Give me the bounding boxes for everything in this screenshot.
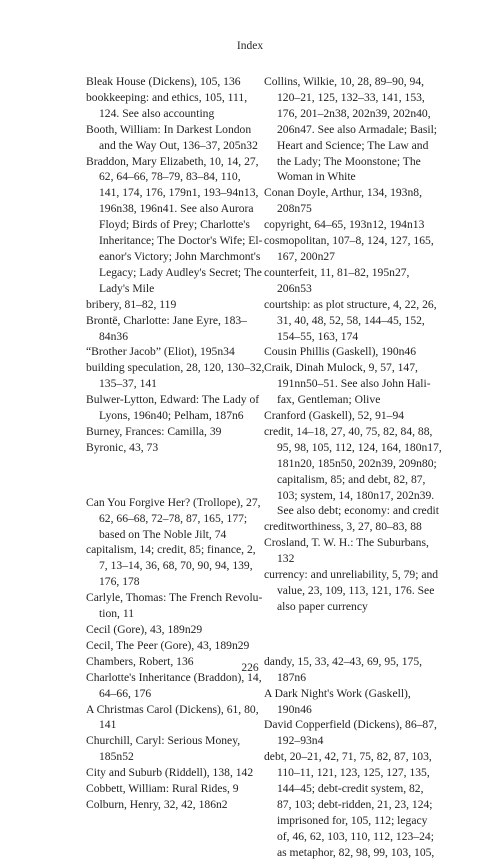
index-entry: copyright, 64–65, 193n12, 194n13: [264, 218, 425, 232]
index-entry: Burney, Frances: Camilla, 39: [86, 424, 222, 438]
index-entry: Cobbett, William: Rural Rides, 9: [86, 782, 239, 796]
index-entry: currency: and unreliability, 5, 79; and value, 23, 109, 113, 121, 176. See also paper currency: [264, 568, 439, 613]
index-entry: Craik, Dinah Mulock, 9, 57, 147, 191nn50–51. See also John Hali- fax, Gentleman; Olive: [264, 361, 431, 407]
letter-group-gap: [86, 456, 266, 495]
index-entry: A Dark Night's Work (Gaskell), 190n46: [264, 686, 411, 716]
index-entry: Cousin Phillis (Gaskell), 190n46: [264, 345, 417, 359]
index-column-left: [86, 74, 266, 813]
page-number: 226: [241, 662, 259, 674]
index-entry: Crosland, T. W. H.: The Suburbans, 132: [264, 536, 429, 566]
index-column-right: [264, 74, 444, 861]
index-entry: credit, 14–18, 27, 40, 75, 82, 84, 88, 95, 98, 105, 112, 124, 164, 180n17, 181n20, 185n50, 202n39, 209n80; capitalism, 85; and debt, 82, 87, 103; system, 14, 180n17, 202n39. See also debt; economy: and credit: [264, 424, 442, 518]
index-entry: Cranford (Gaskell), 52, 91–94: [264, 409, 405, 423]
index-entry: Cecil (Gore), 43, 189n29: [86, 623, 203, 636]
index-entry: “Brother Jacob” (Eliot), 195n34: [86, 345, 235, 359]
index-entry: bribery, 81–82, 119: [86, 297, 177, 311]
index-entry: Braddon, Mary Elizabeth, 10, 14, 27, 62, 64–66, 78–79, 83–84, 110, 141, 174, 176, 179n1, 193–94n13, 196n38, 196n41. See also Aurora Floyd; Birds of Prey; Charlotte's Inheritance; The Doctor's Wife; El- eanor's Victory; John Marchmont's Legacy; Lady Audley's Secret; The Lady's Mile: [86, 154, 263, 295]
index-entry: Chambers, Robert, 136: [86, 654, 194, 668]
index-entry: Churchill, Caryl: Serious Money, 185n52: [86, 734, 241, 764]
index-entry: Can You Forgive Her? (Trollope), 27, 62, 66–68, 72–78, 87, 165, 177; based on The Noble Jilt, 74: [86, 495, 261, 541]
index-entry: David Copperfield (Dickens), 86–87, 192–93n4: [264, 718, 437, 748]
index-entry: counterfeit, 11, 81–82, 195n27, 206n53: [264, 265, 410, 295]
index-entry: Colburn, Henry, 32, 42, 186n2: [86, 797, 228, 811]
index-entry: creditworthiness, 3, 27, 80–83, 88: [264, 520, 422, 534]
index-entry: Bleak House (Dickens), 105, 136: [86, 75, 241, 88]
index-entry: Collins, Wilkie, 10, 28, 89–90, 94, 120–21, 125, 132–33, 141, 153, 176, 201–2n38, 202n39, 202n40, 206n47. See also Armadale; Basil; Heart and Science; The Law and the Lady; The Moonstone; The Woman in White: [264, 75, 438, 184]
index-entry: building speculation, 28, 120, 130–32, 135–37, 141: [86, 361, 265, 391]
index-entry: capitalism, 14; credit, 85; finance, 2, 7, 13–14, 36, 68, 70, 90, 94, 139, 176, 178: [86, 543, 256, 589]
running-head: Index: [236, 40, 264, 52]
index-entry: courtship: as plot structure, 4, 22, 26, 31, 40, 48, 52, 58, 144–45, 152, 154–55, 163, 174: [264, 297, 437, 343]
index-entry: Cecil, The Peer (Gore), 43, 189n29: [86, 638, 250, 652]
index-entry: cosmopolitan, 107–8, 124, 127, 165, 167, 200n27: [264, 234, 434, 263]
index-entry: dandy, 15, 33, 42–43, 69, 95, 175, 187n6: [264, 654, 423, 684]
index-entry: Booth, William: In Darkest London and the Way Out, 136–37, 205n32: [86, 122, 258, 152]
index-entry: Byronic, 43, 73: [86, 440, 159, 454]
index-entry: Carlyle, Thomas: The French Revolu- tion, 11: [86, 591, 263, 621]
index-entry: Conan Doyle, Arthur, 134, 193n8, 208n75: [264, 186, 422, 216]
index-entry: Brontë, Charlotte: Jane Eyre, 183– 84n36: [86, 313, 247, 343]
index-entry: City and Suburb (Riddell), 138, 142: [86, 766, 254, 780]
index-entry: debt, 20–21, 42, 71, 75, 82, 87, 103, 110–11, 121, 123, 125, 127, 135, 144–45; debt-credit system, 82, 87, 103; debt-ridden, 21, 23, 124; imprisoned for, 105, 112; legacy of, 46, 62, 103, 110, 112, 123–24; as metaphor, 82, 98, 99, 103, 105,: [264, 750, 435, 859]
index-entry: A Christmas Carol (Dickens), 61, 80, 141: [86, 702, 259, 732]
index-entry: Bulwer-Lytton, Edward: The Lady of Lyons, 196n40; Pelham, 187n6: [86, 393, 260, 423]
index-entry: bookkeeping: and ethics, 105, 111, 124. See also accounting: [86, 90, 248, 120]
index-entry: Charlotte's Inheritance (Braddon), 14, 64–66, 176: [86, 670, 262, 700]
letter-group-gap: [264, 615, 444, 654]
